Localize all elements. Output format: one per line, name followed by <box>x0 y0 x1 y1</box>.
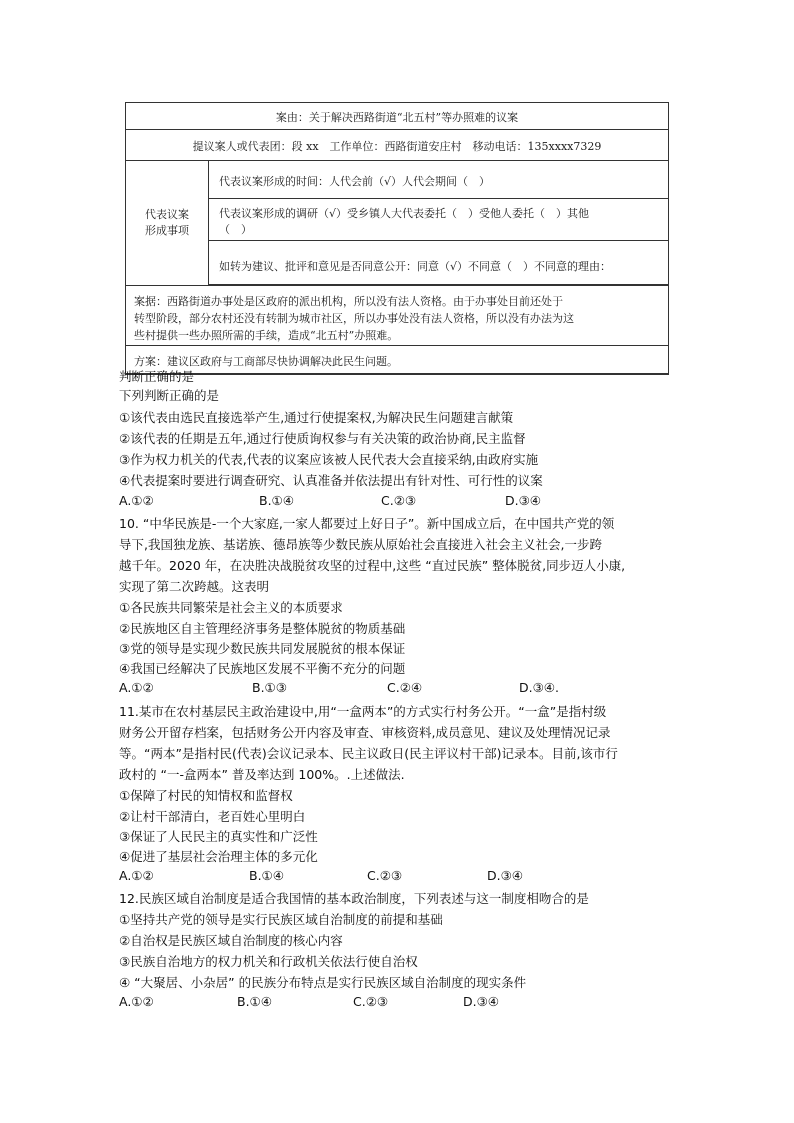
q12-options <box>119 994 679 1014</box>
q12-stem: 12.民族区域自治制度是适合我国情的基本政治制度，下列表述与这一制度相吻合的是 <box>119 891 589 906</box>
form-title: 案由：关于解决西路街道“北五村”等办照难的议案 <box>275 111 519 124</box>
form-title-row <box>126 103 668 130</box>
form-plan-text: 方案：建议区政府与工商部尽快协调解决此民生问题。 <box>134 355 398 368</box>
q10-stem-4: 实现了第二次跨越。这表明 <box>119 579 270 594</box>
q9-stem: 下列判断正确的是 <box>119 388 220 403</box>
q9-option-b: B.①④ <box>259 493 294 508</box>
form-proposer: 提议案人或代表团：段 xx 工作单位：西路街道安庄村 移动电话：135xxxx7329 <box>192 140 602 153</box>
q12-item-1: ①坚持共产党的领导是实行民族区域自治制度的前提和基础 <box>119 912 443 927</box>
q9-item-4: ④代表提案时要进行调查研究、认真准备并依法提出有针对性、可行性的议案 <box>119 473 543 488</box>
q9-option-d: D.③④ <box>505 493 542 508</box>
form-case-line-3: 些村提供一些办照所需的手续，造成“北五村”办照难。 <box>134 329 399 342</box>
form-research-text-2: （ ） <box>219 223 252 236</box>
q11-stem-3: 等。“两本”是指村民(代表)会议记录本、民主议政日(民主评议村干部)记录本。目前,该市行 <box>119 746 618 761</box>
q11-item-4: ④促进了基层社会治理主体的多元化 <box>119 849 318 864</box>
form-case-line-2: 转型阶段，部分农村还没有转制为城市社区，所以办事处没有法人资格，所以没有办法为这 <box>134 312 574 325</box>
q9-item-1: ①该代表由选民直接选举产生,通过行使提案权,为解决民生问题建言献策 <box>119 410 514 425</box>
q10-options <box>119 680 679 700</box>
q9-options <box>119 493 679 513</box>
q12-item-2: ②自治权是民族区域自治制度的核心内容 <box>119 933 343 948</box>
form-time-row <box>209 161 668 199</box>
q12-option-d: D.③④ <box>463 994 500 1009</box>
q10-stem-3: 越千年。2020 年，在决胜决战脱贫攻坚的过程中,这些 “直过民族” 整体脱贫,同步迈人小康, <box>119 558 626 573</box>
q11-stem-4: 政村的 “一-盒两本” 普及率达到 100%。.上述做法. <box>119 767 405 782</box>
form-time-text: 代表议案形成的时间：人代会前（√）人代会期间（ ） <box>219 175 491 188</box>
q10-item-2: ②民族地区自主管理经济事务是整体脱贫的物质基础 <box>119 621 406 636</box>
q10-option-b: B.①③ <box>252 680 287 695</box>
q9-item-2: ②该代表的任期是五年,通过行使质询权参与有关决策的政治协商,民主监督 <box>119 431 526 446</box>
q10-item-1: ①各民族共同繁荣是社会主义的本质要求 <box>119 600 343 615</box>
form-case-row <box>126 285 668 346</box>
q12-option-a: A.①② <box>119 994 154 1009</box>
form-research-row <box>209 199 668 241</box>
q12-item-4: ④ “大聚居、小杂居” 的民族分布特点是实行民族区域自治制度的现实条件 <box>119 975 527 990</box>
side-label-line-2: 形成事项 <box>145 224 189 237</box>
form-public-text: 如转为建议、批评和意见是否同意公开：同意（√）不同意（ ）不同意的理由： <box>219 260 612 273</box>
clipped-text: 判断正确的是 <box>119 369 195 384</box>
q12-option-b: B.①④ <box>237 994 272 1009</box>
q11-options <box>119 868 679 888</box>
form-plan-row <box>126 346 668 374</box>
q12-item-3: ③民族自治地方的权力机关和行政机关依法行使自治权 <box>119 954 418 969</box>
q11-stem-1: 11.某市在农村基层民主政治建设中,用“一盒两本”的方式实行村务公开。“一盒”是指村级 <box>119 704 607 719</box>
q11-stem-2: 财务公开留存档案，包括财务公开内容及审查、审核资料,成员意见、建议及处理情况记录 <box>119 725 611 740</box>
q11-option-d: D.③④ <box>487 868 524 883</box>
form-public-row <box>209 241 668 285</box>
q9-option-a: A.①② <box>119 493 154 508</box>
q9-item-3: ③作为权力机关的代表,代表的议案应该被人民代表大会直接采纳,由政府实施 <box>119 452 539 467</box>
q9-option-c: C.②③ <box>381 493 417 508</box>
q11-option-c: C.②③ <box>367 868 403 883</box>
q10-stem-1: 10. “中华民族是-一个大家庭,一家人都要过上好日子”。新中国成立后，在中国共产党的领 <box>119 516 615 531</box>
q10-option-d: D.③④. <box>519 680 559 695</box>
q11-item-1: ①保障了村民的知情权和监督权 <box>119 788 293 803</box>
clipped-text-line <box>119 369 219 384</box>
q11-item-3: ③保证了人民民主的真实性和广泛性 <box>119 829 318 844</box>
q10-option-a: A.①② <box>119 680 154 695</box>
proposal-form-table <box>125 102 669 375</box>
q12-option-c: C.②③ <box>353 994 389 1009</box>
form-proposer-row <box>126 130 668 161</box>
q10-item-3: ③党的领导是实现少数民族共同发展脱贫的根本保证 <box>119 641 406 656</box>
q10-stem-2: 导下,我国独龙族、基诺族、德昂族等少数民族从原始社会直接进入社会主义社会,一步跨 <box>119 537 602 552</box>
q11-item-2: ②让村干部清白，老百姓心里明白 <box>119 809 306 824</box>
form-case-line-1: 案据：西路街道办事处是区政府的派出机构，所以没有法人资格。由于办事处目前还处于 <box>134 295 563 308</box>
form-research-text-1: 代表议案形成的调研（√）受乡镇人大代表委托（ ）受他人委托（ ）其他 <box>219 207 590 220</box>
q10-item-4: ④我国已经解决了民族地区发展不平衡不充分的问题 <box>119 661 406 676</box>
q11-option-b: B.①④ <box>249 868 284 883</box>
side-label-line-1: 代表议案 <box>145 208 189 221</box>
q11-option-a: A.①② <box>119 868 154 883</box>
q10-option-c: C.②④ <box>387 680 423 695</box>
